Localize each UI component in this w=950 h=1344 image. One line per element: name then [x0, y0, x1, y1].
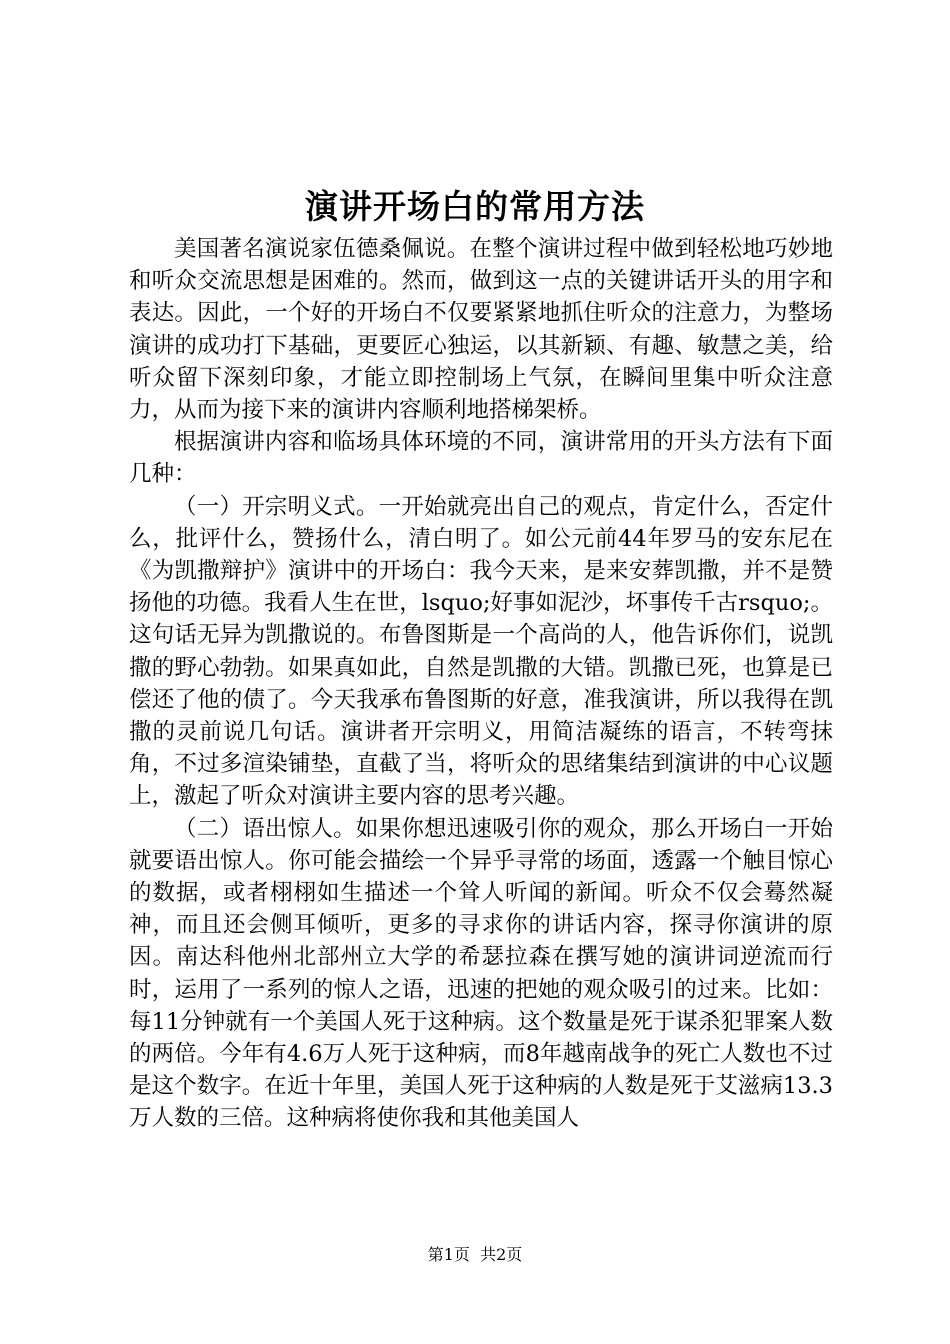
page-total: 共2页 — [480, 1245, 523, 1264]
page-footer — [0, 1244, 950, 1266]
paragraph-method-1: （一）开宗明义式。一开始就亮出自己的观点，肯定什么，否定什么，批评什么，赞扬什么，清白明了。如公元前44年罗马的安东尼在《为凯撒辩护》演讲中的开场白：我今天来，是来安葬凯撒，并不是赞扬他的功德。我看人生在世，lsquo;好事如泥沙，坏事传千古rsquo;。这句话无异为凯撒说的。布鲁图斯是一个高尚的人，他告诉你们，说凯撒的野心勃勃。如果真如此，自然是凯撒的大错。凯撒已死，也算是已偿还了他的债了。今天我承布鲁图斯的好意，准我演讲，所以我得在凯撒的灵前说几句话。演讲者开宗明义，用简洁凝练的语言，不转弯抹角，不过多渲染铺垫，直截了当，将听众的思绪集结到演讲的中心议题上，激起了听众对演讲主要内容的思考兴趣。 — [129, 493, 833, 810]
document-body — [129, 233, 833, 1135]
paragraph-method-2: （二）语出惊人。如果你想迅速吸引你的观众，那么开场白一开始就要语出惊人。你可能会描绘一个异乎寻常的场面，透露一个触目惊心的数据，或者栩栩如生描述一个耸人听闻的新闻。听众不仅会蓦然凝神，而且还会侧耳倾听，更多的寻求你的讲话内容，探寻你演讲的原因。南达科他州北部州立大学的希瑟拉森在撰写她的演讲词逆流而行时，运用了一系列的惊人之语，迅速的把她的观众吸引的过来。比如：每11分钟就有一个美国人死于这种病。这个数量是死于谋杀犯罪案人数的两倍。今年有4.6万人死于这种病，而8年越南战争的死亡人数也不过是这个数字。在近十年里，美国人死于这种病的人数是死于艾滋病13.3万人数的三倍。这种病将使你我和其他美国人 — [129, 815, 833, 1132]
paragraph-methods-overview: 根据演讲内容和临场具体环境的不同，演讲常用的开头方法有下面几种： — [129, 429, 833, 488]
document-title: 演讲开场白的常用方法 — [305, 187, 645, 226]
page-number: 第1页 — [427, 1245, 470, 1264]
paragraph-intro: 美国著名演说家伍德桑佩说。在整个演讲过程中做到轻松地巧妙地和听众交流思想是困难的。然而，做到这一点的关键讲话开头的用字和表达。因此，一个好的开场白不仅要紧紧地抓住听众的注意力，为整场演讲的成功打下基础，更要匠心独运，以其新颖、有趣、敏慧之美，给听众留下深刻印象，才能立即控制场上气氛，在瞬间里集中听众注意力，从而为接下来的演讲内容顺利地搭梯架桥。 — [129, 236, 833, 424]
